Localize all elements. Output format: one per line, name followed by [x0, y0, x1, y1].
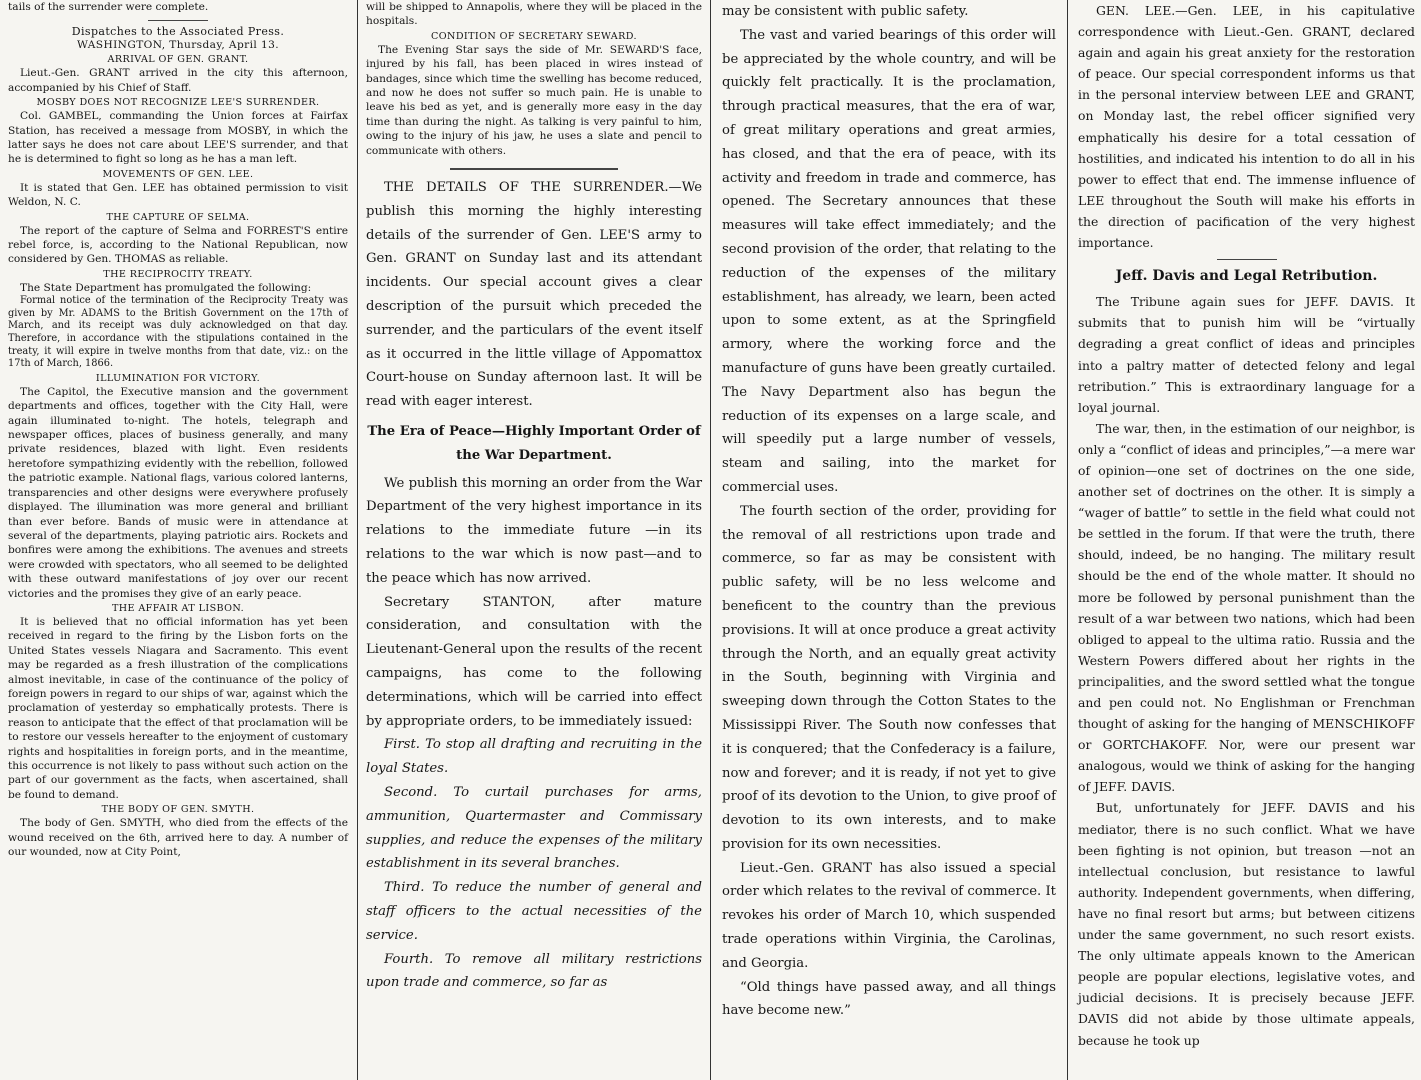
paragraph-details-surrender: THE DETAILS OF THE SURRENDER.—We publish this morning the highly interesting details of the surrender of Gen. LEE'S army to Gen. GRANT on Sunday last and its attendant incidents. Our special account gives a clear description of the pursuit which preceded the surrender, and the particulars of the event itself as it occurred in the little village of Appomattox Court-house on Sunday afternoon last. It will be read with eager interest. [366, 180, 702, 410]
col3-paragraph-3: The fourth section of the order, providing for the removal of all restrictions upon trade and commerce, so far as may be consistent with public safety, will be no less welcome and beneficent to the country than the previous provisions. It will at once produce a great activity through the North, and an equally great activity in the South, beginning with Virginia and sweeping down through the Cotton States to the Mississippi River. The South now confesses that it is conquered; that the Confederacy is a failure, now and forever; and it is ready, if not yet to give proof of its devotion to the Union, to give proof of devotion to its own interests, and to make provision for its own necessities. [722, 503, 1056, 852]
column-rule [710, 0, 711, 1080]
column-4 [1074, 0, 1419, 1080]
paragraph-seward: The Evening Star says the side of Mr. SEWARD'S face, injured by his fall, has been placed in wires instead of bandages, since which time the swelling has become reduced, and now he does not suffer so much pain. He is unable to leave his bed as yet, and is generally more easy in the day time than during the night. As talking is very painful to him, owing to the injury of his jaw, he uses a slate and pencil to communicate with others. [366, 43, 702, 157]
heading-smyth: THE BODY OF GEN. SMYTH. [101, 804, 255, 816]
heading-illumination: ILLUMINATION FOR VICTORY. [95, 372, 261, 384]
heading-era-of-peace: The Era of Peace—Highly Important Order of the War Department. [367, 424, 701, 463]
heading-mosby: MOSBY DOES NOT RECOGNIZE LEE'S SURRENDER. [36, 97, 320, 109]
col1-top-line: tails of the surrender were complete. [8, 1, 209, 13]
col3-paragraph-4: Lieut.-Gen. GRANT has also issued a special order which relates to the revival of commerce. It revokes his order of March 10, which suspended trade operations within Virginia, the Carolinas, and Georgia. [722, 860, 1056, 971]
col4-paragraph-war: The war, then, in the estimation of our neighbor, is only a “conflict of ideas and principles,”—a mere war of opinion—one set of doctrines on the one side, another set of doctrines on the other. It is simply a “wager of battle” to settle in the field what could not be settled in the forum. If that were the truth, there should, indeed, be no hanging. The military result should be the end of the whole matter. It should no more be followed by personal punishment than the result of a war between two nations, which had been obliged to appeal to the ultima ratio. Russia and the Western Powers differed about her rights in the principalities, and the sword settled what the tongue and pen could not. No Englishman or Frenchman thought of asking for the hanging of MENSCHIKOFF or GORTCHAKOFF. Nor, were our present war analogous, would we think of asking for the hanging of JEFF. DAVIS. [1078, 420, 1415, 795]
paragraph-fourth: Fourth. To remove all military restrictions upon trade and commerce, so far as [366, 951, 702, 991]
paragraph-lee: It is stated that Gen. LEE has obtained permission to visit Weldon, N. C. [8, 181, 348, 209]
paragraph-second: Second. To curtail purchases for arms, ammunition, Quartermaster and Commissary supplies, and reduce the expenses of the military establishment in its several branches. [366, 784, 702, 872]
heading-treaty: THE RECIPROCITY TREATY. [103, 268, 253, 280]
col4-paragraph-treason: But, unfortunately for JEFF. DAVIS and his mediator, there is no such conflict. What we have been fighting is not opinion, but treason —not an intellectual conclusion, but resistance to lawful authority. Independent governments, when differing, have no final resort but arms; but between citizens under the same government, no such resort exists. The only ultimate appeals known to the American people are popular elections, legislative votes, and judicial decisions. It is precisely because JEFF. DAVIS did not abide by those ultimate appeals, because he took up [1078, 800, 1415, 1048]
col3-paragraph-1: may be consistent with public safety. [722, 4, 969, 19]
column-3 [716, 0, 1062, 1080]
heading-jeff-davis: Jeff. Davis and Legal Retribution. [1115, 268, 1378, 285]
paragraph-selma: The report of the capture of Selma and FORREST'S entire rebel force, is, according to the National Republican, now considered by Gen. THOMAS as reliable. [8, 224, 348, 266]
paragraph-illumination: The Capitol, the Executive mansion and the government departments and offices, together with the City Hall, were again illuminated to-night. The hotels, telegraph and newspaper offices, places of business generally, and many private residences, blazed with light. Even residents heretofore sympathizing evidently with the rebellion, followed the patriotic example. National flags, various colored lanterns, transparencies and other designs were everywhere profusely displayed. The illumination was more general and brilliant than ever before. Bands of music were in attendance at several of the departments, playing patriotic airs. Rockets and bonfires were among the exhibitions. The avenues and streets were crowded with spectators, who all seemed to be delighted with these outward manifestations of joy over our recent victories and the promises they give of an early peace. [8, 385, 348, 600]
paragraph-third: Third. To reduce the number of general and staff officers to the actual necessities of the service. [366, 880, 702, 943]
paragraph-first: First. To stop all drafting and recruiting in the loyal States. [366, 737, 702, 777]
paragraph-lisbon: It is believed that no official information has yet been received in regard to the firing by the Lisbon forts on the United States vessels Niagara and Sacramento. This event may be regarded as a fresh illustration of the complications almost inevitable, in case of the continuance of the policy of foreign powers in regard to our ships of war, against which the proclamation of yesterday so emphatically protests. There is reason to anticipate that the effect of that proclamation will be to restore our vessels hereafter to the enjoyment of customary rights and hospitalities in foreign ports, and in the meantime, this occurrence is not likely to pass without such action on the part of our government as the facts, when ascertained, shall be found to demand. [8, 615, 348, 801]
col2-top-paragraph: will be shipped to Annapolis, where they will be placed in the hospitals. [366, 1, 702, 28]
heading-lee: MOVEMENTS OF GEN. LEE. [102, 168, 254, 180]
dateline: WASHINGTON, Thursday, April 13. [76, 39, 279, 52]
paragraph-mosby: Col. GAMBEL, commanding the Union forces at Fairfax Station, has received a message from MOSBY, in which the latter says he does not care about LEE'S surrender, and that he is determined to fight so long as he has a man left. [8, 110, 348, 166]
paragraph-era-1: We publish this morning an order from the War Department of the very highest importance in its relations to the immediate future —in its relations to the war which is now past—and to the peace which has now arrived. [366, 475, 702, 586]
column-rule [1067, 0, 1068, 1080]
column-1 [4, 0, 352, 1080]
dispatch-heading: Dispatches to the Associated Press. [71, 25, 285, 39]
column-rule [357, 0, 358, 1080]
heading-selma: THE CAPTURE OF SELMA. [106, 211, 250, 223]
col3-paragraph-5: “Old things have passed away, and all things have become new.” [722, 979, 1056, 1019]
col4-paragraph-tribune: The Tribune again sues for JEFF. DAVIS. It submits that to punish him will be “virtually degrading a great conflict of ideas and principles into a paltry matter of detected felony and legal retribution.” This is extraordinary language for a loyal journal. [1078, 294, 1415, 415]
paragraph-arrival: Lieut.-Gen. GRANT arrived in the city this afternoon, accompanied by his Chief of Staff. [8, 67, 348, 94]
heading-arrival: ARRIVAL OF GEN. GRANT. [107, 54, 249, 66]
separator [450, 168, 618, 170]
paragraph-treaty-notice: Formal notice of the termination of the Reciprocity Treaty was given by Mr. ADAMS to the British Government on the 17th of March, and its receipt was duly acknowledged on that day. Therefore, in accordance with the stipulations contained in the treaty, it will expire in twelve months from that date, viz.: on the 17th of March, 1866. [8, 295, 348, 370]
paragraph-treaty: The State Department has promulgated the following: [20, 281, 312, 294]
paragraph-era-2: Secretary STANTON, after mature consideration, and consultation with the Lieutenant-General upon the results of the recent campaigns, has come to the following determinations, which will be carried into effect by appropriate orders, to be immediately issued: [366, 594, 702, 729]
separator [148, 20, 208, 21]
heading-lisbon: THE AFFAIR AT LISBON. [111, 602, 245, 614]
separator [1217, 259, 1277, 260]
col4-paragraph-lee: GEN. LEE.—Gen. LEE, in his capitulative correspondence with Lieut.-Gen. GRANT, declared again and again his great anxiety for the restoration of peace. Our special correspondent informs us that in the personal interview between LEE and GRANT, on Monday last, the rebel officer signified very emphatically his desire for a total cessation of hostilities, and indicated his intention to do all in his power to effect that end. The immense influence of LEE throughout the South will make his efforts in the direction of pacification of the very highest importance. [1078, 3, 1415, 251]
col3-paragraph-2: The vast and varied bearings of this order will be appreciated by the whole country, and will be quickly felt practically. It is the proclamation, through practical measures, that the era of war, of great military operations and great armies, has closed, and that the era of peace, with its activity and freedom in trade and commerce, has opened. The Secretary announces that these measures will take effect immediately; and the second provision of the order, that relating to the reduction of the expenses of the military establishment, has already, we learn, been acted upon to some extent, as at the Springfield armory, where the working force and the manufacture of guns have been greatly curtailed. The Navy Department also has begun the reduction of its expenses on a large scale, and will speedily put a large number of vessels, steam and sailing, into the market for commercial uses. [722, 27, 1056, 495]
column-2 [362, 0, 706, 1080]
heading-seward: CONDITION OF SECRETARY SEWARD. [431, 30, 637, 42]
paragraph-smyth: The body of Gen. SMYTH, who died from the effects of the wound received on the 6th, arrived here to day. A number of our wounded, now at City Point, [8, 817, 348, 859]
